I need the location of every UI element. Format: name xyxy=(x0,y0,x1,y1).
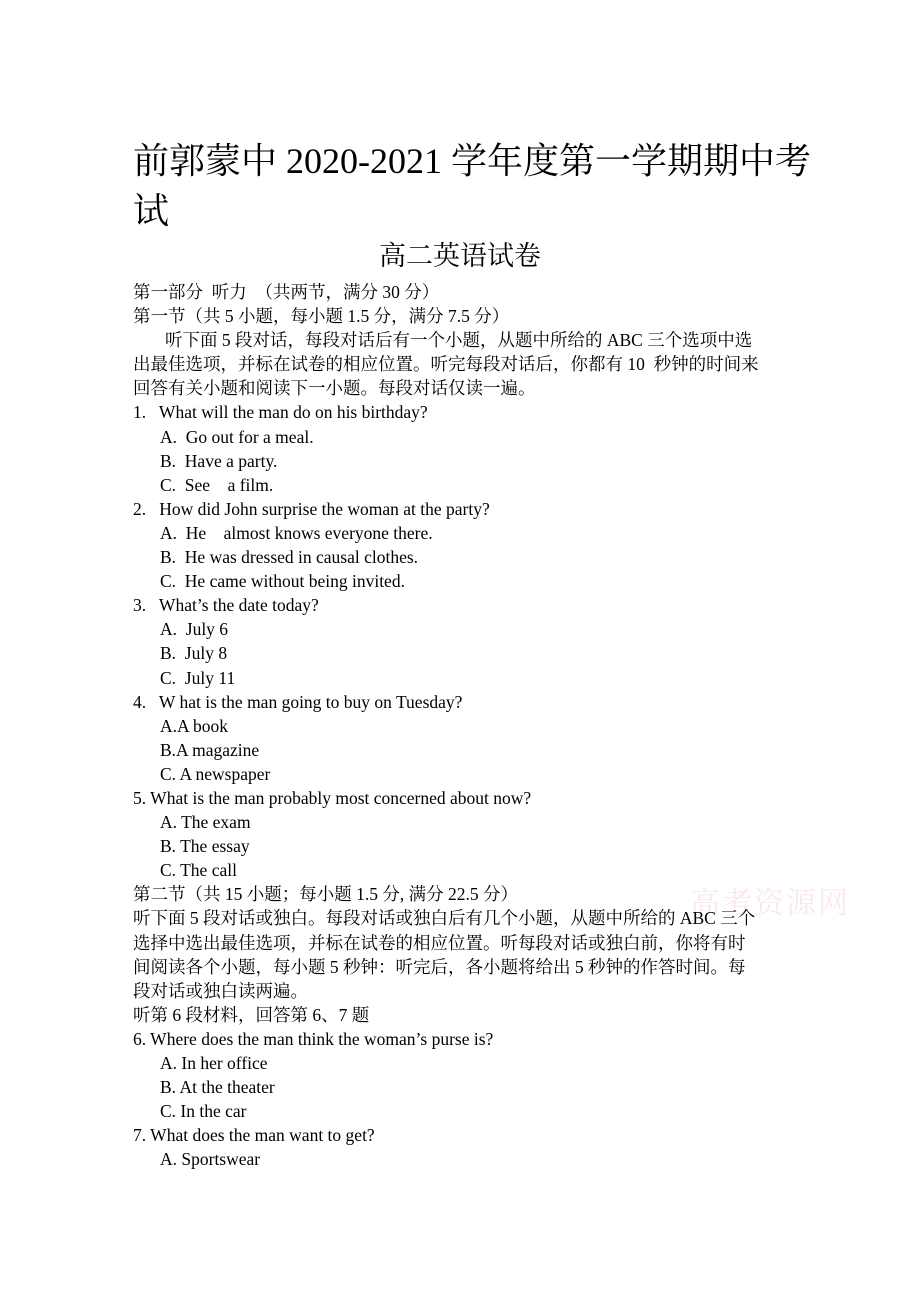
text-line: A. He almost knows everyone there. xyxy=(160,522,433,543)
text-line: C. In the car xyxy=(160,1101,247,1122)
text-line: A. In her office xyxy=(160,1053,268,1073)
text-line: A. Go out for a meal. xyxy=(160,426,314,447)
text-line: C. The call xyxy=(160,860,237,881)
text-line: B. The essay xyxy=(160,836,250,857)
text-line: B.A magazine xyxy=(160,739,260,760)
text-line: A. Sportswear xyxy=(160,1149,261,1170)
text-line: C. July 11 xyxy=(160,667,236,688)
text-line: 3. What’s the date today? xyxy=(133,595,319,616)
text-line: 选择中选出最佳选项，并标在试卷的相应位置。听每段对话或独白前，你将有时 xyxy=(133,932,746,953)
watermark: 高考资源网 xyxy=(690,887,850,920)
text-line: A. July 6 xyxy=(160,619,229,640)
text-line: 7. What does the man want to get? xyxy=(133,1125,375,1146)
text-line: 2. How did John surprise the woman at the party? xyxy=(133,498,490,519)
text-line: 第一节（共 5 小题，每小题 1.5 分，满分 7.5 分） xyxy=(133,306,510,327)
page-title: 前郭蒙中 2020-2021 学年度第一学期期中考试 xyxy=(133,141,811,231)
text-line: B. July 8 xyxy=(160,643,228,664)
text-line: A. The exam xyxy=(160,812,251,833)
text-line: 段对话或独白读两遍。 xyxy=(133,980,308,1001)
text-line: B. Have a party. xyxy=(160,450,278,471)
document-body xyxy=(133,280,803,1171)
text-line: 回答有关小题和阅读下一小题。每段对话仅读一遍。 xyxy=(133,378,536,399)
text-line: A.A book xyxy=(160,715,229,736)
text-line: C. A newspaper xyxy=(160,763,271,784)
text-line: 听下面 5 段对话，每段对话后有一个小题，从题中所给的 ABC 三个选项中选 xyxy=(165,330,753,351)
text-line: B. At the theater xyxy=(160,1077,275,1098)
text-line: C. See a film. xyxy=(160,474,274,495)
text-line: 4. W hat is the man going to buy on Tuesday? xyxy=(133,691,463,712)
text-line: 6. Where does the man think the woman’s purse is? xyxy=(133,1028,494,1049)
text-line: 出最佳选项，并标在试卷的相应位置。听完每段对话后，你都有 10 秒钟的时间来 xyxy=(133,354,759,375)
text-line: 第二节（共 15 小题；每小题 1.5 分, 满分 22.5 分） xyxy=(133,884,518,905)
text-line: 听第 6 段材料，回答第 6、7 题 xyxy=(133,1004,370,1025)
text-line: 间阅读各个小题，每小题 5 秒钟：听完后，各小题将给出 5 秒钟的作答时间。每 xyxy=(133,956,746,977)
text-line: 听下面 5 段对话或独白。每段对话或独白后有几个小题，从题中所给的 ABC 三个 xyxy=(133,908,756,929)
paper-subtitle: 高二英语试卷 xyxy=(379,241,541,271)
text-line: B. He was dressed in causal clothes. xyxy=(160,547,419,568)
text-line: 1. What will the man do on his birthday? xyxy=(133,402,428,423)
text-line: 5. What is the man probably most concerned about now? xyxy=(133,787,532,808)
text-line: C. He came without being invited. xyxy=(160,571,405,592)
text-line: 第一部分 听力 （共两节，满分 30 分） xyxy=(133,282,440,302)
